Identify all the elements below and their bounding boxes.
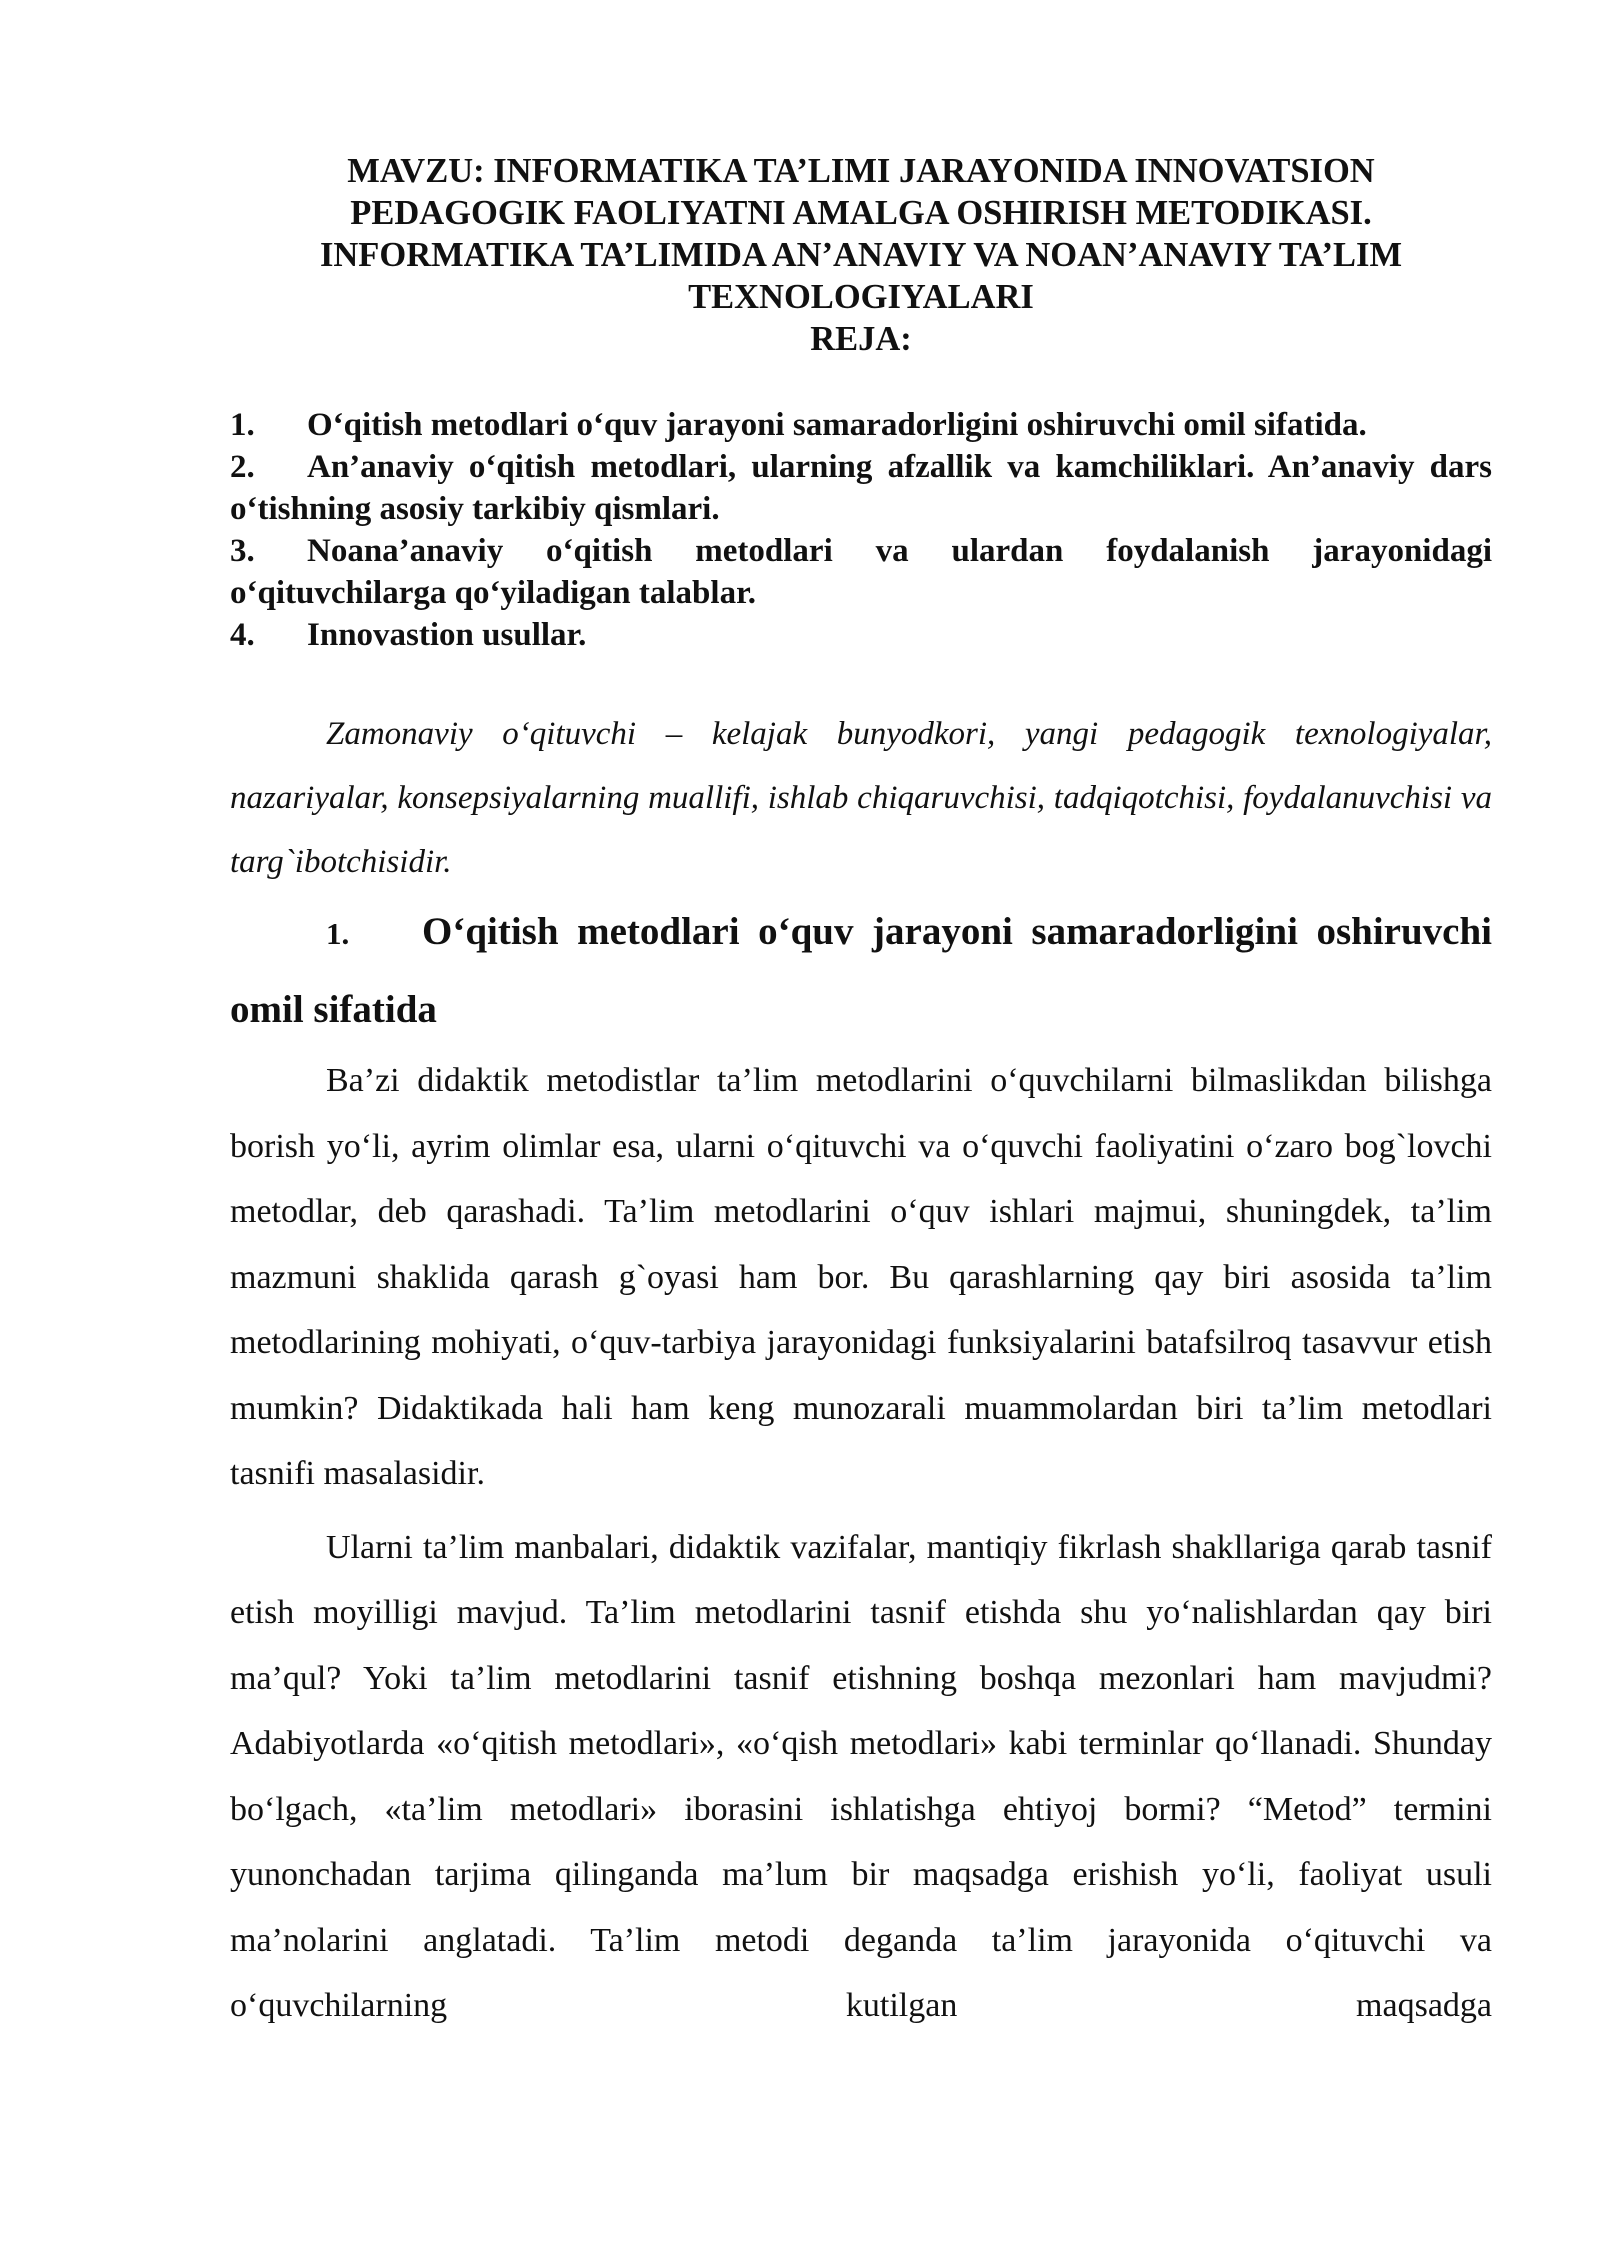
section-title: O‘qitish metodlari o‘quv jarayoni samaradorligini oshiruvchi omil sifatida [230,910,1492,1031]
plan-item-number: 2. [230,449,255,485]
plan-item [230,404,1492,446]
title-line-4: TEXNOLOGIYALARI [688,278,1034,316]
plan-item [230,530,1492,614]
plan-item-text: Innovastion usullar. [307,617,587,653]
plan-item-number: 4. [230,617,255,653]
plan-item-text: O‘qitish metodlari o‘quv jarayoni samaradorligini oshiruvchi omil sifatida. [307,407,1367,443]
body-paragraph: Ba’zi didaktik metodistlar ta’lim metodlarini o‘quvchilarni bilmaslikdan bilishga borish yo‘li, ayrim olimlar esa, ularni o‘qituvchi va o‘quvchi faoliyatini o‘zaro bog`lovchi metodlar, deb qarashadi. Ta’lim metodlarini o‘quv ishlari majmui, shuningdek, ta’lim mazmuni shaklida qarash g`oyasi ham bor. Bu qarashlarning qay biri asosida ta’lim metodlarining mohiyati, o‘quv-tarbiya jarayonidagi funksiyalarini batafsilroq tasavvur etish mumkin? Didaktikada hali ham keng munozarali muammolardan biri ta’lim metodlari tasnifi masalasidir. [230,1062,1492,1492]
title-line-3: INFORMATIKA TA’LIMIDA AN’ANAVIY VA NOAN’ANAVIY TA’LIM [319,236,1403,274]
plan-item-number: 3. [230,533,255,569]
section-heading [230,894,1492,1048]
plan-item-text: Noana’anaviy o‘qitish metodlari va ulardan foydalanish jarayonidagi o‘qituvchilarga qo‘yiladigan talablar. [230,533,1492,611]
plan-item-number: 1. [230,407,255,443]
title-line-2: PEDAGOGIK FAOLIYATNI AMALGA OSHIRISH METODIKASI. [350,194,1372,232]
document-title [230,150,1492,318]
title-line-1: MAVZU: INFORMATIKA TA’LIMI JARAYONIDA INNOVATSION [347,152,1375,190]
plan-item [230,614,1492,656]
epigraph: Zamonaviy o‘qituvchi – kelajak bunyodkori, yangi pedagogik texnologiyalar, nazariyalar, konsepsiyalarning muallifi, ishlab chiqaruvchisi, tadqiqotchisi, foydalanuvchisi va targ`ibotchisidir. [230,716,1492,880]
body-paragraph: Ularni ta’lim manbalari, didaktik vazifalar, mantiqiy fikrlash shakllariga qarab tasnif etish moyilligi mavjud. Ta’lim metodlarini tasnif etishda shu yo‘nalishlardan qay biri ma’qul? Yoki ta’lim metodlarini tasnif etishning boshqa mezonlari ham mavjudmi? Adabiyotlarda «o‘qitish metodlari», «o‘qish metodlari» kabi terminlar qo‘llanadi. Shunday bo‘lgach, «ta’lim metodlari» iborasini ishlatishga ehtiyoj bormi? “Metod” termini yunonchadan tarjima qilinganda ma’lum bir maqsadga erishish yo‘li, faoliyat usuli ma’nolarini anglatadi. Ta’lim metodi deganda ta’lim jarayonida o‘qituvchi va o‘quvchilarning kutilgan maqsadga [230,1528,1492,2024]
document-page [230,150,1492,2039]
plan-list [230,404,1492,656]
section-number: 1. [326,916,350,951]
plan-item-text: An’anaviy o‘qitish metodlari, ularning afzallik va kamchiliklari. An’anaviy dars o‘tishning asosiy tarkibiy qismlari. [230,449,1492,527]
plan-item [230,446,1492,530]
plan-heading: REJA: [810,320,912,358]
